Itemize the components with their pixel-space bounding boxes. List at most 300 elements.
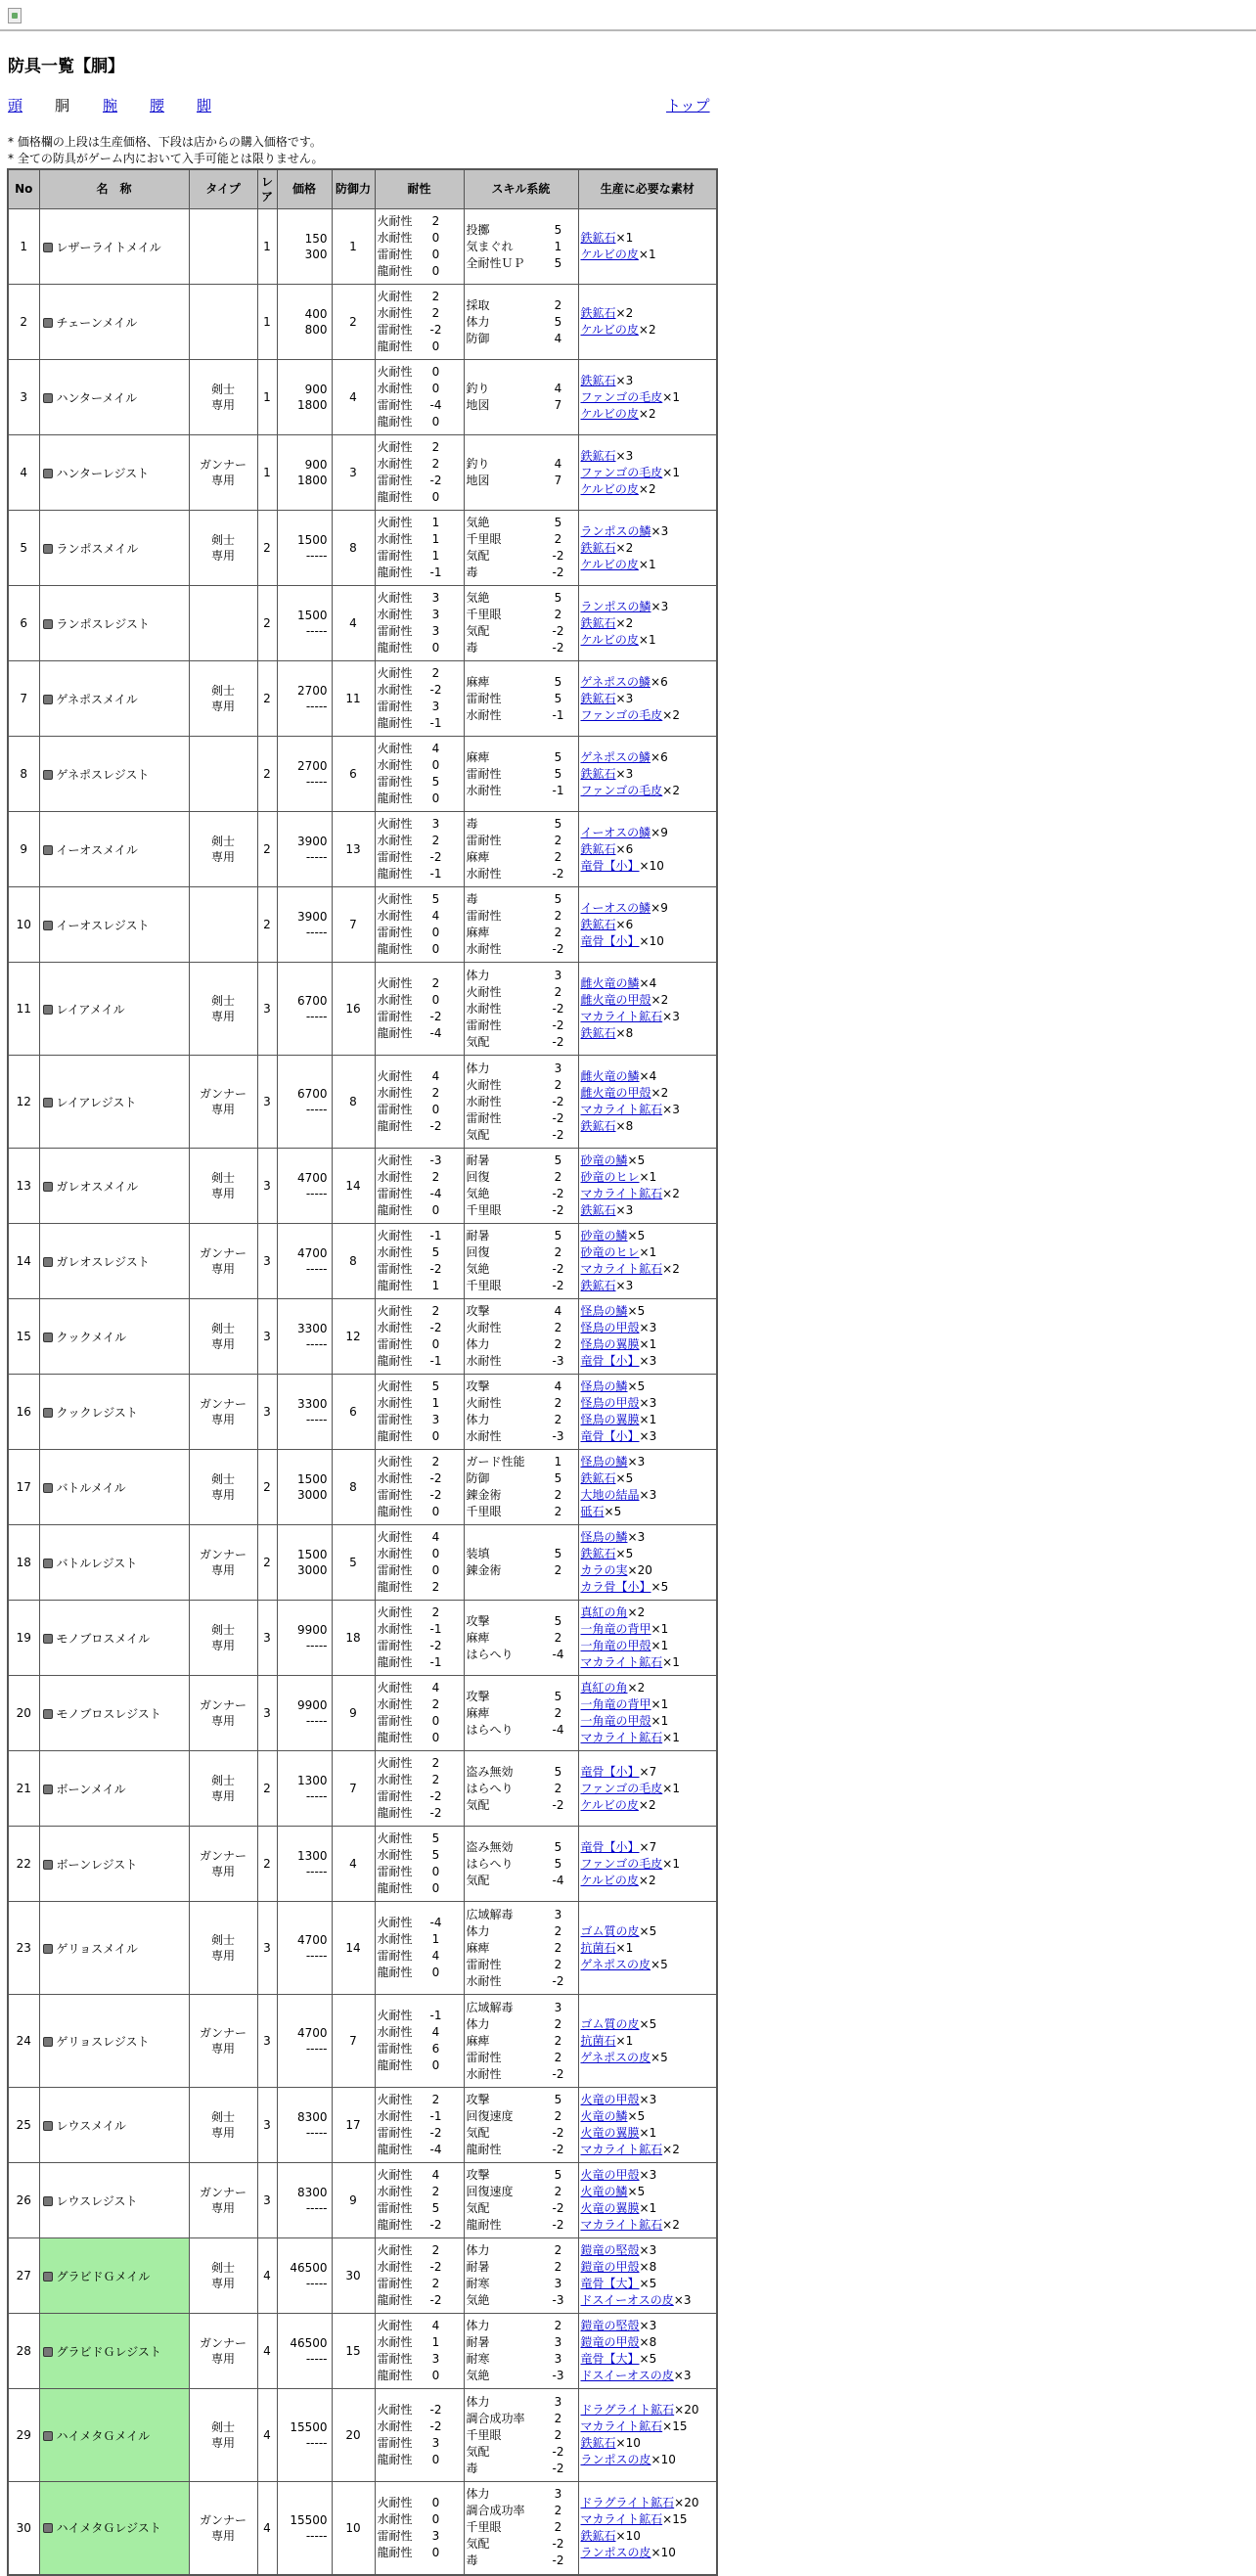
skill-line bbox=[467, 1856, 574, 1873]
top-link[interactable]: トップ bbox=[666, 97, 710, 114]
resistance-value: 5 bbox=[431, 1831, 440, 1845]
skill-name: 毒 bbox=[466, 565, 478, 579]
material-line bbox=[581, 2242, 717, 2259]
price-shop: 1800 bbox=[296, 398, 328, 412]
cell-price bbox=[277, 1375, 332, 1450]
cell-price bbox=[277, 812, 332, 887]
cell-skills bbox=[464, 2163, 578, 2238]
resistance-value: -2 bbox=[429, 2403, 442, 2417]
resistance-value: 1 bbox=[431, 1932, 440, 1946]
material-line bbox=[581, 1118, 717, 1135]
material-link[interactable]: 怪鳥の甲殻 bbox=[580, 1321, 640, 1334]
material-qty: ×1 bbox=[639, 1413, 657, 1426]
skill-name: 気配 bbox=[466, 1034, 490, 1049]
material-link[interactable]: ファンゴの毛皮 bbox=[580, 465, 663, 479]
material-link[interactable]: マカライト鉱石 bbox=[580, 1262, 663, 1276]
material-line bbox=[581, 1454, 717, 1470]
skill-value: 7 bbox=[554, 398, 562, 412]
cell-resistance bbox=[375, 2163, 464, 2238]
skill-line bbox=[467, 2519, 574, 2536]
resistance-value: 2 bbox=[431, 2277, 440, 2290]
material-link[interactable]: 鉄鉱石 bbox=[580, 540, 616, 555]
material-link[interactable]: ケルビの皮 bbox=[580, 557, 639, 571]
material-link[interactable]: 雌火竜の甲殻 bbox=[580, 1086, 651, 1100]
skill-name: 水耐性 bbox=[466, 707, 502, 722]
material-link[interactable]: 雌火竜の鱗 bbox=[580, 1069, 640, 1083]
material-link[interactable]: マカライト鉱石 bbox=[580, 2511, 663, 2526]
material-link[interactable]: 怪鳥の甲殻 bbox=[580, 1396, 640, 1410]
skill-name: 回復 bbox=[466, 1170, 490, 1184]
resistance-value: 3 bbox=[431, 1413, 440, 1426]
material-qty: ×1 bbox=[662, 1655, 680, 1669]
skill-name: 地図 bbox=[466, 398, 490, 412]
resistance-label: 龍耐性 bbox=[377, 1580, 413, 1594]
skill-value: 1 bbox=[554, 239, 562, 253]
material-link[interactable]: ゲネポスの鱗 bbox=[580, 674, 651, 689]
skill-name: 攻撃 bbox=[466, 2093, 490, 2106]
resistance-value: -4 bbox=[429, 1026, 442, 1040]
material-link[interactable]: ケルビの皮 bbox=[580, 1797, 639, 1812]
skill-value: 2 bbox=[554, 926, 562, 939]
skill-line bbox=[467, 833, 574, 849]
resistance-line bbox=[378, 247, 444, 263]
nav-link-leg[interactable]: 脚 bbox=[197, 97, 212, 114]
skill-line bbox=[467, 2503, 574, 2519]
material-link[interactable]: ケルビの皮 bbox=[580, 481, 639, 496]
skill-value: 5 bbox=[554, 691, 562, 705]
cell-no: 2 bbox=[8, 285, 39, 360]
material-link[interactable]: 怪鳥の鱗 bbox=[580, 1530, 628, 1544]
material-link[interactable]: 火竜の翼膜 bbox=[580, 2201, 640, 2215]
material-link[interactable]: ゲネポスの皮 bbox=[580, 2050, 651, 2064]
material-link[interactable]: 竜骨【小】 bbox=[580, 1354, 640, 1368]
cell-no: 6 bbox=[8, 586, 39, 661]
armor-icon bbox=[43, 1483, 53, 1493]
material-qty: ×1 bbox=[650, 1622, 669, 1636]
material-link[interactable]: 鉄鉱石 bbox=[580, 841, 616, 856]
skill-name: 体力 bbox=[466, 314, 490, 329]
material-link[interactable]: 雌火竜の鱗 bbox=[580, 976, 640, 990]
cell-resistance bbox=[375, 2314, 464, 2389]
table-row bbox=[8, 435, 717, 511]
skill-line bbox=[467, 1470, 574, 1487]
resistance-value: 0 bbox=[431, 993, 440, 1007]
cell-price bbox=[277, 1902, 332, 1995]
material-qty: ×6 bbox=[650, 749, 668, 764]
skill-name: 千里眼 bbox=[466, 1505, 502, 1518]
resistance-value: -1 bbox=[429, 1354, 442, 1368]
material-link[interactable]: 鉄鉱石 bbox=[580, 448, 616, 463]
material-link[interactable]: 怪鳥の翼膜 bbox=[580, 1337, 640, 1351]
material-link[interactable]: 抗菌石 bbox=[580, 1940, 616, 1955]
material-link[interactable]: 火竜の翼膜 bbox=[580, 2126, 640, 2140]
material-link[interactable]: 竜骨【小】 bbox=[580, 1764, 640, 1779]
skill-line bbox=[467, 1336, 574, 1353]
material-link[interactable]: 竜骨【小】 bbox=[580, 933, 640, 948]
material-link[interactable]: マカライト鉱石 bbox=[580, 2419, 663, 2433]
material-link[interactable]: 一角竜の背甲 bbox=[580, 1697, 651, 1711]
material-link[interactable]: ファンゴの毛皮 bbox=[580, 1781, 663, 1795]
material-line bbox=[581, 1412, 717, 1428]
resistance-line bbox=[378, 230, 444, 247]
material-link[interactable]: 鉄鉱石 bbox=[580, 615, 616, 630]
skill-value: -2 bbox=[552, 1127, 564, 1142]
cell-price bbox=[277, 1525, 332, 1601]
price-shop: ----- bbox=[305, 1714, 328, 1728]
material-line bbox=[581, 2016, 717, 2033]
material-qty: ×3 bbox=[639, 1396, 657, 1410]
skill-value: 2 bbox=[554, 834, 562, 847]
cell-resistance bbox=[375, 1149, 464, 1224]
resistance-value: 0 bbox=[431, 1547, 440, 1560]
resistance-value: 4 bbox=[431, 1681, 440, 1695]
resistance-value: 3 bbox=[431, 2436, 440, 2450]
cell-resistance bbox=[375, 1751, 464, 1827]
material-line bbox=[581, 1428, 717, 1445]
resistance-value: 3 bbox=[431, 2352, 440, 2366]
material-qty: ×9 bbox=[650, 825, 668, 839]
resistance-value: 1 bbox=[431, 516, 440, 529]
material-link[interactable]: ケルビの皮 bbox=[580, 632, 639, 647]
cell-rare: 2 bbox=[257, 511, 277, 586]
material-link[interactable]: 竜骨【大】 bbox=[580, 2352, 640, 2366]
material-link[interactable]: 竜骨【小】 bbox=[580, 1429, 640, 1443]
material-link[interactable]: 砥石 bbox=[580, 1505, 605, 1518]
material-link[interactable]: マカライト鉱石 bbox=[580, 1655, 663, 1669]
material-link[interactable]: 鉄鉱石 bbox=[580, 306, 616, 320]
skill-name: 火耐性 bbox=[466, 984, 502, 999]
armor-icon bbox=[43, 1785, 53, 1794]
cell-skills bbox=[464, 1299, 578, 1375]
material-link[interactable]: イーオスの鱗 bbox=[580, 900, 651, 915]
cell-rare: 3 bbox=[257, 1375, 277, 1450]
cell-no: 25 bbox=[8, 2088, 39, 2163]
cell-materials bbox=[578, 2389, 717, 2482]
material-link[interactable]: ドラグライト鉱石 bbox=[580, 2403, 675, 2417]
cell-skills bbox=[464, 1224, 578, 1299]
material-link[interactable]: 砂竜のヒレ bbox=[580, 1245, 640, 1259]
resistance-label: 龍耐性 bbox=[377, 1505, 413, 1518]
material-line bbox=[581, 1504, 717, 1520]
resistance-label: 雷耐性 bbox=[377, 2277, 413, 2290]
resistance-value: 0 bbox=[431, 1881, 440, 1895]
material-link[interactable]: 一角竜の背甲 bbox=[580, 1622, 651, 1636]
material-line bbox=[581, 1186, 717, 1202]
resistance-value: 2 bbox=[431, 1773, 440, 1786]
material-link[interactable]: 砂竜のヒレ bbox=[580, 1170, 640, 1184]
resistance-value: 2 bbox=[431, 440, 440, 454]
resistance-line bbox=[378, 866, 444, 882]
nav-link-head[interactable]: 頭 bbox=[8, 97, 23, 114]
cell-skills bbox=[464, 209, 578, 285]
resistance-line bbox=[378, 1830, 444, 1847]
material-link[interactable]: 鉄鉱石 bbox=[580, 766, 616, 781]
material-line bbox=[581, 900, 717, 917]
price-shop: ----- bbox=[305, 2528, 328, 2543]
material-link[interactable]: ケルビの皮 bbox=[580, 406, 639, 421]
material-link[interactable]: 砂竜の鱗 bbox=[580, 1229, 628, 1243]
cell-price bbox=[277, 1149, 332, 1224]
cell-name bbox=[39, 435, 189, 511]
cell-type bbox=[189, 1299, 257, 1375]
skill-value: 1 bbox=[554, 1455, 562, 1469]
material-link[interactable]: マカライト鉱石 bbox=[580, 1103, 663, 1116]
material-link[interactable]: 竜骨【小】 bbox=[580, 858, 640, 873]
skill-name: 地図 bbox=[466, 474, 490, 487]
resistance-line bbox=[378, 1261, 444, 1278]
armor-name: イーオスレジスト bbox=[56, 918, 150, 932]
material-link[interactable]: ファンゴの毛皮 bbox=[580, 707, 663, 722]
skill-value: -2 bbox=[552, 1110, 564, 1125]
resistance-value: 2 bbox=[431, 2243, 440, 2257]
material-link[interactable]: 鉄鉱石 bbox=[580, 373, 616, 387]
skill-name: 防御 bbox=[466, 331, 490, 345]
skill-line bbox=[467, 1957, 574, 1973]
cell-rare: 4 bbox=[257, 2238, 277, 2314]
material-link[interactable]: ドラグライト鉱石 bbox=[580, 2495, 675, 2509]
cell-type bbox=[189, 1224, 257, 1299]
material-link[interactable]: マカライト鉱石 bbox=[580, 2218, 663, 2232]
armor-type: 剣士専用 bbox=[210, 1623, 235, 1652]
resistance-line bbox=[378, 439, 444, 456]
resistance-value: 0 bbox=[431, 2545, 440, 2559]
cell-type bbox=[189, 1827, 257, 1902]
resistance-label: 火耐性 bbox=[377, 290, 413, 303]
material-line bbox=[581, 674, 717, 691]
resistance-value: 0 bbox=[431, 415, 440, 429]
skill-value: -2 bbox=[552, 942, 564, 956]
cell-skills bbox=[464, 285, 578, 360]
resistance-line bbox=[378, 1068, 444, 1085]
skill-line bbox=[467, 1923, 574, 1940]
material-line bbox=[581, 1102, 717, 1118]
skill-value: 2 bbox=[554, 2319, 562, 2332]
skill-line bbox=[467, 2318, 574, 2334]
material-link[interactable]: 怪鳥の翼膜 bbox=[580, 1413, 640, 1426]
material-link[interactable]: 鎧竜の甲殻 bbox=[580, 2260, 640, 2274]
material-link[interactable]: マカライト鉱石 bbox=[580, 1010, 663, 1023]
material-link[interactable]: 火竜の甲殻 bbox=[580, 2093, 640, 2106]
material-qty: ×20 bbox=[627, 1563, 652, 1577]
material-link[interactable]: 鎧竜の堅殻 bbox=[580, 2319, 640, 2332]
material-link[interactable]: マカライト鉱石 bbox=[580, 1731, 663, 1744]
material-line bbox=[581, 766, 717, 783]
material-link[interactable]: 一角竜の甲殻 bbox=[580, 1714, 651, 1728]
material-link[interactable]: ランポスの鱗 bbox=[580, 599, 651, 613]
resistance-label: 雷耐性 bbox=[377, 850, 413, 864]
armor-name: ハイメタＧレジスト bbox=[56, 2521, 161, 2536]
material-link[interactable]: 鉄鉱石 bbox=[580, 917, 616, 931]
material-link[interactable]: 鉄鉱石 bbox=[580, 1547, 616, 1560]
armor-name: ボーンメイル bbox=[56, 1782, 126, 1796]
nav-link-waist[interactable]: 腰 bbox=[150, 97, 165, 114]
skill-name: 麻痺 bbox=[466, 850, 490, 864]
material-link[interactable]: 鉄鉱石 bbox=[580, 1279, 616, 1292]
material-qty: ×3 bbox=[650, 523, 669, 538]
material-link[interactable]: 大地の結晶 bbox=[580, 1488, 640, 1502]
material-link[interactable]: ゲネポスの鱗 bbox=[580, 749, 651, 764]
cell-resistance bbox=[375, 435, 464, 511]
skill-name: 体力 bbox=[466, 1061, 490, 1075]
material-link[interactable]: ファンゴの毛皮 bbox=[580, 389, 663, 404]
skill-name: 火耐性 bbox=[466, 1077, 502, 1092]
material-link[interactable]: 鉄鉱石 bbox=[580, 2528, 616, 2543]
material-link[interactable]: 抗菌石 bbox=[580, 2033, 616, 2048]
resistance-line bbox=[378, 1546, 444, 1562]
skill-value: 2 bbox=[554, 1563, 562, 1577]
skill-value: 2 bbox=[554, 1321, 562, 1334]
cell-skills bbox=[464, 661, 578, 737]
material-qty: ×2 bbox=[615, 306, 634, 320]
material-link[interactable]: 鉄鉱石 bbox=[580, 691, 616, 705]
material-line bbox=[581, 1781, 717, 1797]
material-link[interactable]: 火竜の鱗 bbox=[580, 2109, 628, 2123]
resistance-line bbox=[378, 263, 444, 280]
price-shop: ----- bbox=[305, 1413, 328, 1426]
skill-name: 耐暑 bbox=[466, 2335, 490, 2349]
material-link[interactable]: 真紅の角 bbox=[580, 1681, 628, 1695]
resistance-value: -4 bbox=[429, 398, 442, 412]
material-link[interactable]: 鉄鉱石 bbox=[580, 1203, 616, 1217]
material-link[interactable]: ケルビの皮 bbox=[580, 323, 639, 337]
table-row bbox=[8, 360, 717, 435]
armor-icon bbox=[43, 2037, 53, 2047]
price-craft: 4700 bbox=[296, 2026, 328, 2040]
resistance-value: 5 bbox=[431, 1379, 440, 1393]
material-qty: ×9 bbox=[650, 900, 668, 915]
material-link[interactable]: 鎧竜の堅殻 bbox=[580, 2243, 640, 2257]
material-link[interactable]: 竜骨【小】 bbox=[580, 1839, 640, 1854]
material-link[interactable]: 火竜の甲殻 bbox=[580, 2168, 640, 2182]
skill-value: 5 bbox=[554, 591, 562, 605]
material-qty: ×6 bbox=[615, 917, 634, 931]
nav-link-arm[interactable]: 腕 bbox=[103, 97, 118, 114]
armor-icon bbox=[43, 2196, 53, 2206]
material-qty: ×5 bbox=[627, 1379, 646, 1393]
material-link[interactable]: マカライト鉱石 bbox=[580, 1187, 663, 1200]
price-craft: 46500 bbox=[290, 2261, 328, 2275]
resistance-label: 龍耐性 bbox=[377, 565, 413, 579]
resistance-line bbox=[378, 1931, 444, 1948]
material-link[interactable]: ランポスの皮 bbox=[580, 2453, 651, 2466]
material-link[interactable]: 砂竜の鱗 bbox=[580, 1153, 628, 1167]
cell-skills bbox=[464, 887, 578, 963]
cell-no: 21 bbox=[8, 1751, 39, 1827]
material-link[interactable]: マカライト鉱石 bbox=[580, 2143, 663, 2156]
cell-price bbox=[277, 1827, 332, 1902]
skill-value: 5 bbox=[554, 1547, 562, 1560]
cell-defense: 8 bbox=[332, 1224, 375, 1299]
material-link[interactable]: 鉄鉱石 bbox=[580, 231, 616, 245]
skill-value: 2 bbox=[554, 2427, 562, 2442]
resistance-line bbox=[378, 941, 444, 958]
material-line bbox=[581, 2142, 717, 2158]
material-line bbox=[581, 2184, 717, 2200]
material-link[interactable]: 怪鳥の鱗 bbox=[580, 1304, 628, 1318]
cell-name bbox=[39, 887, 189, 963]
resistance-label: 水耐性 bbox=[377, 457, 413, 471]
material-link[interactable]: 鉄鉱石 bbox=[580, 1119, 616, 1133]
cell-skills bbox=[464, 435, 578, 511]
resistance-label: 雷耐性 bbox=[377, 2126, 413, 2140]
cell-type bbox=[189, 1601, 257, 1676]
skill-value: 5 bbox=[554, 1229, 562, 1243]
material-link[interactable]: ドスイーオスの皮 bbox=[580, 2369, 674, 2382]
resistance-line bbox=[378, 2008, 444, 2024]
resistance-line bbox=[378, 682, 444, 699]
material-link[interactable]: 怪鳥の鱗 bbox=[580, 1455, 628, 1469]
material-link[interactable]: 鎧竜の甲殻 bbox=[580, 2335, 640, 2349]
material-link[interactable]: ゲネポスの皮 bbox=[580, 1957, 651, 1971]
table-row bbox=[8, 1375, 717, 1450]
material-qty: ×10 bbox=[639, 933, 664, 948]
material-link[interactable]: イーオスの鱗 bbox=[580, 825, 651, 839]
material-qty: ×3 bbox=[627, 1455, 646, 1469]
cell-defense: 12 bbox=[332, 1299, 375, 1375]
material-link[interactable]: ゴム質の皮 bbox=[580, 2016, 640, 2031]
material-link[interactable]: ランポスの皮 bbox=[580, 2545, 651, 2559]
skill-name: 水耐性 bbox=[466, 783, 502, 797]
cell-name bbox=[39, 1525, 189, 1601]
resistance-label: 龍耐性 bbox=[377, 791, 413, 805]
material-link[interactable]: ケルビの皮 bbox=[580, 1873, 639, 1887]
skill-line bbox=[467, 707, 574, 724]
armor-icon bbox=[43, 1944, 53, 1954]
material-link[interactable]: カラ骨【小】 bbox=[580, 1580, 651, 1594]
armor-name: ボーンレジスト bbox=[56, 1857, 138, 1872]
material-link[interactable]: ファンゴの毛皮 bbox=[580, 783, 663, 797]
material-qty: ×5 bbox=[650, 1957, 668, 1971]
skill-line bbox=[467, 816, 574, 833]
skill-line bbox=[467, 2427, 574, 2444]
material-link[interactable]: ドスイーオスの皮 bbox=[580, 2293, 674, 2307]
cell-materials bbox=[578, 1450, 717, 1525]
material-link[interactable]: カラの実 bbox=[580, 1563, 628, 1577]
skill-line bbox=[467, 2000, 574, 2016]
skill-value: -3 bbox=[552, 1354, 564, 1368]
material-line bbox=[581, 1579, 717, 1596]
material-link[interactable]: 鉄鉱石 bbox=[580, 1471, 616, 1485]
material-link[interactable]: 竜骨【大】 bbox=[580, 2277, 640, 2290]
resistance-value: -1 bbox=[429, 1655, 442, 1669]
cell-no: 17 bbox=[8, 1450, 39, 1525]
skill-line bbox=[467, 1940, 574, 1957]
material-qty: ×3 bbox=[673, 2369, 692, 2382]
material-link[interactable]: 火竜の鱗 bbox=[580, 2185, 628, 2198]
resistance-value: 5 bbox=[431, 775, 440, 789]
material-qty: ×5 bbox=[615, 1471, 634, 1485]
resistance-label: 龍耐性 bbox=[377, 942, 413, 956]
material-link[interactable]: ランポスの鱗 bbox=[580, 523, 651, 538]
armor-name: ガレオスメイル bbox=[56, 1179, 139, 1194]
material-qty: ×5 bbox=[627, 1153, 646, 1167]
material-link[interactable]: ケルビの皮 bbox=[580, 248, 639, 261]
material-link[interactable]: 雌火竜の甲殻 bbox=[580, 993, 651, 1007]
material-link[interactable]: ファンゴの毛皮 bbox=[580, 1856, 663, 1871]
material-link[interactable]: 怪鳥の鱗 bbox=[580, 1379, 628, 1393]
armor-name: ハイメタＧメイル bbox=[56, 2428, 151, 2443]
material-qty: ×1 bbox=[638, 632, 656, 647]
material-link[interactable]: ゴム質の皮 bbox=[580, 1923, 640, 1938]
material-link[interactable]: 鉄鉱石 bbox=[580, 1026, 616, 1040]
material-link[interactable]: 鉄鉱石 bbox=[580, 2436, 616, 2450]
material-link[interactable]: 真紅の角 bbox=[580, 1605, 628, 1619]
material-qty: ×1 bbox=[662, 1856, 680, 1871]
material-link[interactable]: 一角竜の甲殻 bbox=[580, 1639, 651, 1652]
resistance-label: 龍耐性 bbox=[377, 1429, 413, 1443]
armor-name: ランポスメイル bbox=[56, 541, 139, 556]
resistance-value: -2 bbox=[429, 683, 442, 697]
